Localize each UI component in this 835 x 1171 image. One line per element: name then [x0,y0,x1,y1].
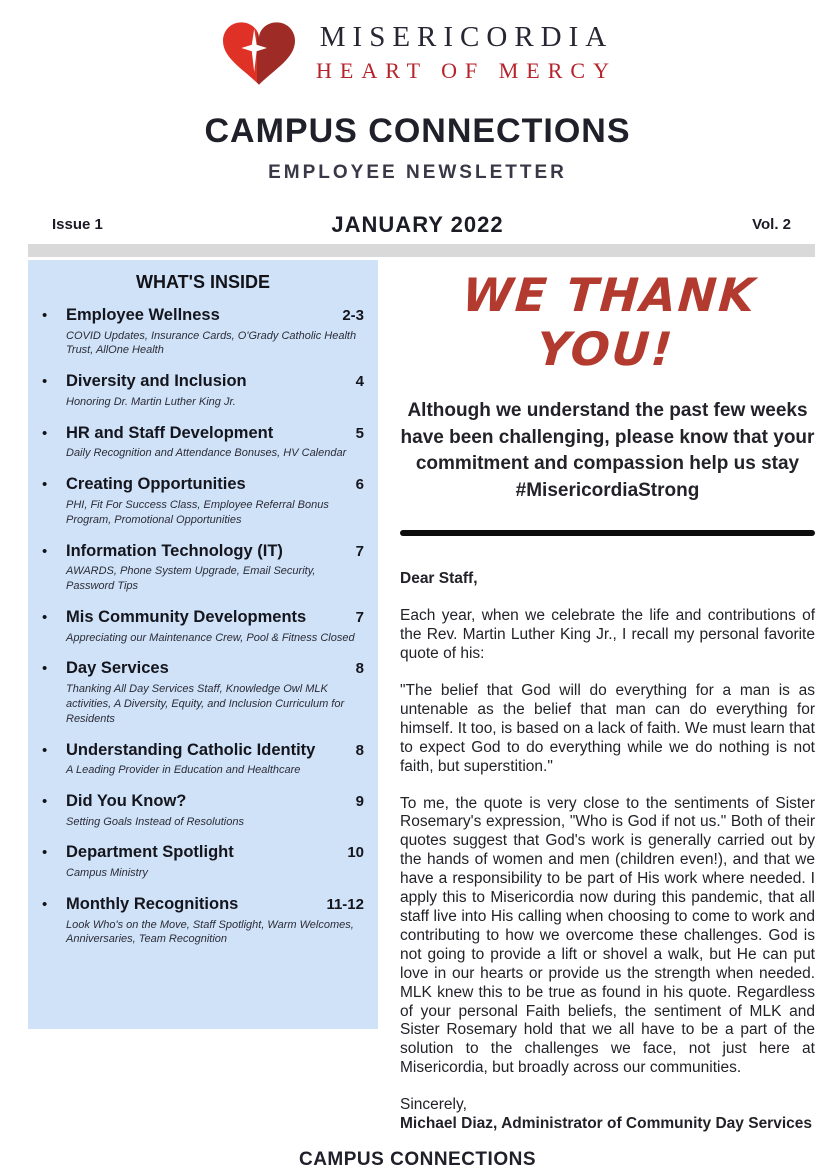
sidebar-heading: WHAT'S INSIDE [136,272,270,292]
toc-label: Employee Wellness [66,306,220,324]
letter-salutation: Dear Staff, [400,570,478,588]
bullet-icon: • [42,307,48,324]
toc-detail: Appreciating our Maintenance Crew, Pool & Fitness Closed [66,631,355,644]
bullet-icon: • [42,741,48,759]
toc-item-creating-opportunities[interactable] [42,474,364,527]
toc-pages: 5 [355,424,364,442]
toc-pages: 7 [355,542,364,560]
toc-detail: Honoring Dr. Martin Luther King Jr. [66,395,236,408]
logo-tagline: HEART OF MERCY [316,57,617,83]
toc-label: Mis Community Developments [66,607,307,626]
feature-article [400,260,815,1134]
toc-item-employee-wellness[interactable] [42,305,364,358]
toc-label: Department Spotlight [66,843,234,862]
toc-item-day-services[interactable] [42,658,364,726]
newsletter-title: CAMPUS CONNECTIONS [204,112,631,150]
toc-detail: Thanking All Day Services Staff, Knowledge Owl MLK activities, A Diversity, Equity, and Inclusion Curriculum for Residents [66,682,345,725]
intro-message: Although we understand the past few weeks have been challenging, please know that your commitment and compassion help us stay #MisericordiaStrong [400,400,815,501]
heart-with-cross-icon [218,16,300,88]
staff-letter [400,570,815,1134]
toc-pages: 8 [355,741,364,759]
bullet-icon: • [42,476,48,494]
toc-item-mis-community-developments[interactable] [42,607,364,645]
toc-label: Monthly Recognitions [66,894,239,913]
letter-closing: Sincerely, [400,1096,467,1114]
toc-item-hr-staff-development[interactable] [42,423,364,461]
letter-paragraph: Each year, when we celebrate the life and contributions of the Rev. Martin Luther King Jr., I recall my personal favorite quote of his: [400,607,815,663]
toc-pages: 6 [355,476,364,494]
logo-text [316,21,617,84]
whats-inside-sidebar [28,260,378,1029]
toc-detail: COVID Updates, Insurance Cards, O'Grady Catholic Health Trust, AllOne Health [66,329,357,357]
toc-pages: 7 [355,608,364,626]
divider-bar [28,244,815,257]
toc-pages: 2-3 [342,307,364,324]
toc-detail: A Leading Provider in Education and Healthcare [66,764,301,777]
toc-item-department-spotlight[interactable] [42,842,364,880]
bullet-icon: • [42,792,48,810]
toc-item-diversity-inclusion[interactable] [42,371,364,409]
toc-label: Understanding Catholic Identity [66,740,316,759]
bullet-icon: • [42,895,48,913]
toc-label: Information Technology (IT) [66,541,283,560]
newsletter-subtitle: EMPLOYEE NEWSLETTER [268,162,567,183]
letter-signature: Michael Diaz, Administrator of Community Day Services [400,1115,813,1133]
toc-detail: AWARDS, Phone System Upgrade, Email Security, Password Tips [66,565,316,593]
toc-pages: 11-12 [326,895,364,913]
toc-label: Diversity and Inclusion [66,372,247,391]
toc-label: Day Services [66,659,169,678]
toc-item-monthly-recognitions[interactable] [42,894,364,947]
bullet-icon: • [42,844,48,862]
thank-you-headline: WE THANK YOU! [460,268,759,376]
section-rule [400,530,815,536]
toc-detail: PHI, Fit For Success Class, Employee Referral Bonus Program, Promotional Opportunities [66,498,329,526]
toc-detail: Look Who's on the Move, Staff Spotlight, Warm Welcomes, Anniversaries, Team Recognition [66,918,354,946]
toc-label: Creating Opportunities [66,475,246,494]
toc-item-did-you-know[interactable] [42,791,364,829]
footer-title: CAMPUS CONNECTIONS [298,1148,536,1170]
toc-detail: Daily Recognition and Attendance Bonuses, HV Calendar [66,447,347,460]
toc-pages: 9 [355,792,364,810]
bullet-icon: • [42,660,48,678]
letter-paragraph: To me, the quote is very close to the sentiments of Sister Rosemary's expression, "Who is God if not us." Both of their quotes suggest that God's work is generally carried out by the hands of women and men (children even!), and that we have a responsibility to be part of His work where needed. I apply this to Misericordia now during this pandemic, that all staff live into His calling when choosing to come to work and contributing to how we overcome these challenges. God is not going to provide a lift or shovel a walk, but He can put love in our hearts or provide us the strength when needed. MLK knew this to be true as found in his quote. Regardless of your personal Faith beliefs, the sentiment of MLK and Sister Rosemary hold that we all have to be a part of the solution to the challenges we face, not just here at Misericordia, but broadly across our communities. [400,794,815,1077]
issue-number: Issue 1 [52,216,103,233]
issue-date: JANUARY 2022 [331,212,504,237]
toc-label: Did You Know? [66,791,187,810]
bullet-icon: • [42,608,48,626]
toc-item-understanding-catholic-identity[interactable] [42,740,364,778]
content-columns [28,260,815,1134]
bullet-icon: • [42,373,48,391]
toc-detail: Setting Goals Instead of Resolutions [66,815,244,828]
toc-pages: 10 [347,844,364,862]
bullet-icon: • [42,424,48,442]
toc-item-information-technology[interactable] [42,541,364,594]
toc-pages: 4 [355,373,364,391]
toc-pages: 8 [355,660,364,678]
letter-paragraph: "The belief that God will do everything for a man is as untenable as the belief that man can do everything for himself. It too, is based on a lack of faith. We must learn that to expect God to do everything while we do nothing is not faith, but superstition." [400,682,815,775]
issue-row [0,212,835,238]
logo [0,0,835,88]
volume-number: Vol. 2 [752,216,791,233]
toc-label: HR and Staff Development [66,423,274,442]
bullet-icon: • [42,542,48,560]
toc-detail: Campus Ministry [66,867,148,880]
logo-name: MISERICORDIA [319,20,614,53]
